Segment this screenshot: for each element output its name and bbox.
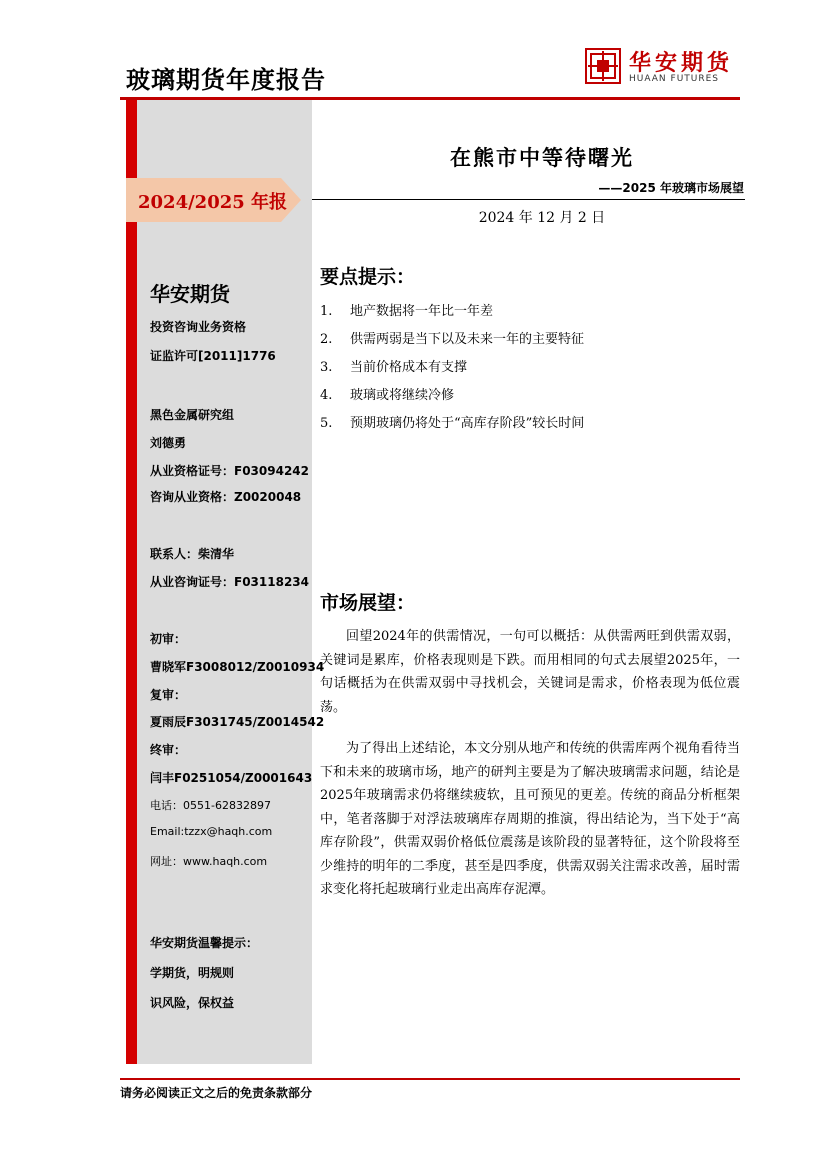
sidebar-review2: 夏雨辰F3031745/Z0014542	[150, 715, 325, 729]
sidebar-review1-label: 初审：	[150, 632, 187, 646]
list-item-text: 地产数据将一年比一年差	[350, 304, 494, 319]
key-points-list	[320, 302, 584, 442]
sidebar-review3-label: 终审：	[150, 743, 187, 757]
logo-subtext: HUAAN FUTURES	[629, 74, 720, 84]
subtitle-divider	[312, 199, 745, 200]
sidebar-qualification: 投资咨询业务资格	[150, 320, 247, 334]
list-item-text: 玻璃或将继续冷修	[350, 388, 455, 403]
sidebar-analyst: 刘德勇	[150, 436, 187, 450]
sidebar-tip2: 识风险，保权益	[150, 996, 235, 1010]
sidebar-review1: 曹晓军F3008012/Z0010934	[150, 660, 325, 674]
list-item-number: 5.	[320, 416, 333, 431]
key-points-heading: 要点提示：	[320, 266, 416, 288]
company-logo	[585, 44, 745, 92]
outlook-paragraph-2: 为了得出上述结论，本文分别从地产和传统的供需库两个视角看待当下和未来的玻璃市场，地产的研判主要是为了解决玻璃需求问题，结论是2025年玻璃需求仍将继续疲软，且可预见的更差。传统的商品分析框架中，笔者落脚于对浮法玻璃库存周期的推演，得出结论为，当下处于“高库存阶段”，供需双弱价格低位震荡是该阶段的显著特征，这个阶段将至少维持的明年的二季度，甚至是四季度，供需双弱关注需求改善，届时需求变化将托起玻璃行业走出高库存泥潭。	[320, 741, 740, 897]
sidebar-email[interactable]: Email:tzzx@haqh.com	[150, 825, 273, 838]
logo-text: 华安期货	[629, 51, 734, 76]
sidebar-license: 证监许可[2011]1776	[150, 349, 276, 363]
list-item-number: 4.	[320, 388, 333, 403]
sidebar-tip-title: 华安期货温馨提示：	[150, 936, 259, 950]
list-item	[320, 414, 584, 442]
report-title: 在熊市中等待曙光	[450, 146, 634, 170]
seal-icon	[585, 48, 621, 84]
sidebar-contact-cert: 从业咨询证号：F03118234	[150, 575, 309, 589]
sidebar-contact: 联系人：柴清华	[150, 547, 235, 561]
sidebar-accent-bar	[126, 100, 137, 1064]
list-item	[320, 358, 584, 386]
footer-disclaimer: 请务必阅读正文之后的免责条款部分	[120, 1086, 313, 1100]
sidebar-review2-label: 复审：	[150, 688, 187, 702]
year-banner	[126, 178, 301, 222]
sidebar-tip1: 学期货，明规则	[150, 966, 235, 980]
report-type-title: 玻璃期货年度报告	[126, 66, 326, 94]
list-item	[320, 330, 584, 358]
list-item-number: 1.	[320, 304, 333, 319]
sidebar-review3: 闫丰F0251054/Z0001643	[150, 771, 313, 785]
list-item	[320, 386, 584, 414]
list-item-text: 供需两弱是当下以及未来一年的主要特征	[350, 332, 585, 347]
footer-divider	[120, 1078, 740, 1080]
list-item-number: 3.	[320, 360, 333, 375]
list-item	[320, 302, 584, 330]
sidebar-phone: 电话：0551-62832897	[150, 799, 271, 812]
sidebar-analyst-cert: 从业资格证号：F03094242	[150, 464, 309, 478]
report-date: 2024 年 12 月 2 日	[478, 210, 606, 226]
sidebar-analyst-consult: 咨询从业资格：Z0020048	[150, 490, 302, 504]
list-item-text: 预期玻璃仍将处于“高库存阶段”较长时间	[350, 416, 585, 431]
year-label: 2024/2025 年报	[138, 192, 288, 213]
report-subtitle: ——2025 年玻璃市场展望	[598, 181, 744, 195]
list-item-text: 当前价格成本有支撑	[350, 360, 468, 375]
outlook-heading: 市场展望：	[320, 592, 416, 614]
outlook-paragraph-1: 回望2024年的供需情况，一句可以概括：从供需两旺到供需双弱，关键词是累库，价格表现则是下跌。而用相同的句式去展望2025年，一句话概括为在供需双弱中寻找机会，关键词是需求，价格表现为低位震荡。	[320, 629, 740, 715]
sidebar-group: 黑色金属研究组	[150, 408, 235, 422]
sidebar-company: 华安期货	[150, 282, 230, 306]
sidebar-website[interactable]: 网址：www.haqh.com	[150, 855, 268, 868]
list-item-number: 2.	[320, 332, 333, 347]
